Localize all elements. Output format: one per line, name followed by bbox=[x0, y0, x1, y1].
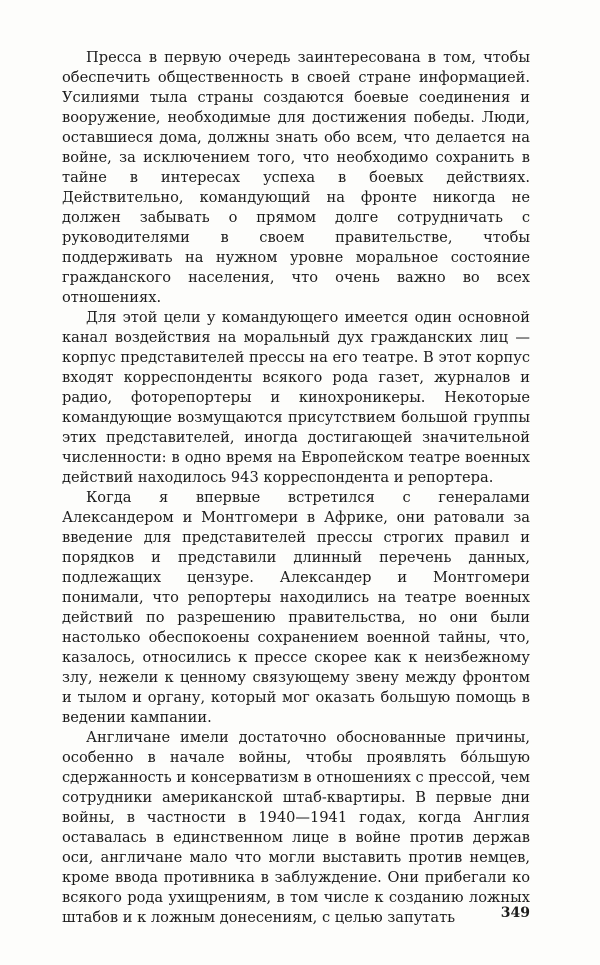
page-number: 349 bbox=[500, 905, 530, 921]
paragraph-3: Когда я впервые встретился с генералами Александером и Монтгомери в Африке, они ратовали за введение для представителей прессы строгих правил и порядков и представили длинный перечень данных, подлежащих цензуре. Александер и Монтгомери понимали, что репортеры находились на театре военных действий по разрешению правительства, но они были настолько обеспокоены сохранением военной тайны, что, казалось, относились к прессе скорее как к неизбежному злу, нежели к ценному связующему звену между фронтом и тылом и органу, который мог оказать большую помощь в ведении кампании. bbox=[62, 489, 530, 726]
paragraph-1: Пресса в первую очередь заинтересована в том, чтобы обеспечить общественность в своей стране информацией. Усилиями тыла страны создаются боевые соединения и вооружение, необходимые для достижения победы. Люди, оставшиеся дома, должны знать обо всем, что делается на войне, за исключением того, что необходимо сохранить в тайне в интересах успеха в боевых действиях. Действительно, командующий на фронте никогда не должен забывать о прямом долге сотрудничать с руководителями в своем правительстве, чтобы поддерживать на нужном уровне моральное состояние гражданского населения, что очень важно во всех отношениях. bbox=[62, 49, 530, 306]
paragraph-2: Для этой цели у командующего имеется один основной канал воздействия на моральный дух гражданских лиц — корпус представителей прессы на его театре. В этот корпус входят корреспонденты всякого рода газет, журналов и радио, фоторепортеры и кинохроникеры. Некоторые командующие возмущаются присутствием большой группы этих представителей, иногда достигающей значительной численности: в одно время на Европейском театре военных действий находилось 943 корреспондента и репортера. bbox=[62, 309, 530, 486]
body-text bbox=[62, 48, 530, 928]
paragraph-4: Англичане имели достаточно обоснованные причины, особенно в начале войны, чтобы проявлять бо́льшую сдержанность и консерватизм в отношениях с прессой, чем сотрудники американской штаб-квартиры. В первые дни войны, в частности в 1940—1941 годах, когда Англия оставалась в единственном лице в войне против держав оси, англичане мало что могли выставить против немцев, кроме ввода противника в заблуждение. Они прибегали ко всякого рода ухищрениям, в том числе к созданию ложных штабов и к ложным донесениям, с целью запутать bbox=[62, 729, 530, 926]
